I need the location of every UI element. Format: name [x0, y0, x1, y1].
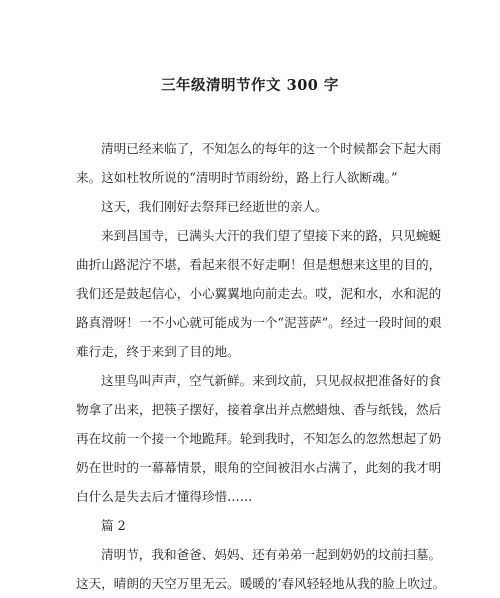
text-line: 这里鸟叫声声，空气新鲜。来到坟前，只见叔叔把准备好的食: [101, 373, 442, 388]
text-line: 物拿了出来，把筷子摆好，接着拿出并点燃蜡烛、香与纸钱，然后: [76, 402, 442, 417]
document-title: 三年级清明节作文 300 字: [161, 77, 339, 94]
document-body: [76, 134, 446, 598]
text-line: 我们还是鼓起信心，小心翼翼地向前走去。哎，泥和水，水和泥的: [76, 286, 442, 301]
text-line: 来。这如杜牧所说的“清明时节雨纷纷，路上行人欲断魂。”: [76, 170, 398, 185]
text-line: 这天，晴朗的天空万里无云。暖暖的’春风轻轻地从我的脸上吹过。: [76, 576, 446, 591]
text-line: 来到昌国寺，已满头大汗的我们望了望接下来的路，只见蜿蜒: [101, 228, 442, 243]
text-line: 这天，我们刚好去祭拜已经逝世的亲人。: [101, 199, 328, 214]
text-line: 奶在世时的一幕幕情景，眼角的空间被泪水占满了，此刻的我才明: [76, 460, 442, 475]
text-line: 难行走，终于来到了目的地。: [76, 344, 240, 359]
text-line: 白什么是失去后才懂得珍惜……: [76, 489, 253, 504]
text-line: 再在坟前一个接一个地跪拜。轮到我时，不知怎么的忽然想起了奶: [76, 431, 442, 446]
text-line: 清明已经来临了，不知怎么的每年的这一个时候都会下起大雨: [101, 141, 442, 156]
text-line: 清明节，我和爸爸、妈妈、还有弟弟一起到奶奶的坟前扫墓。: [101, 547, 442, 562]
section-heading: 篇 2: [101, 518, 126, 533]
text-line: 曲折山路泥泞不堪，看起来很不好走啊！但是想想来这里的目的，: [76, 257, 442, 272]
text-line: 路真滑呀！一不小心就可能成为一个“泥菩萨”。经过一段时间的艰: [76, 315, 442, 330]
